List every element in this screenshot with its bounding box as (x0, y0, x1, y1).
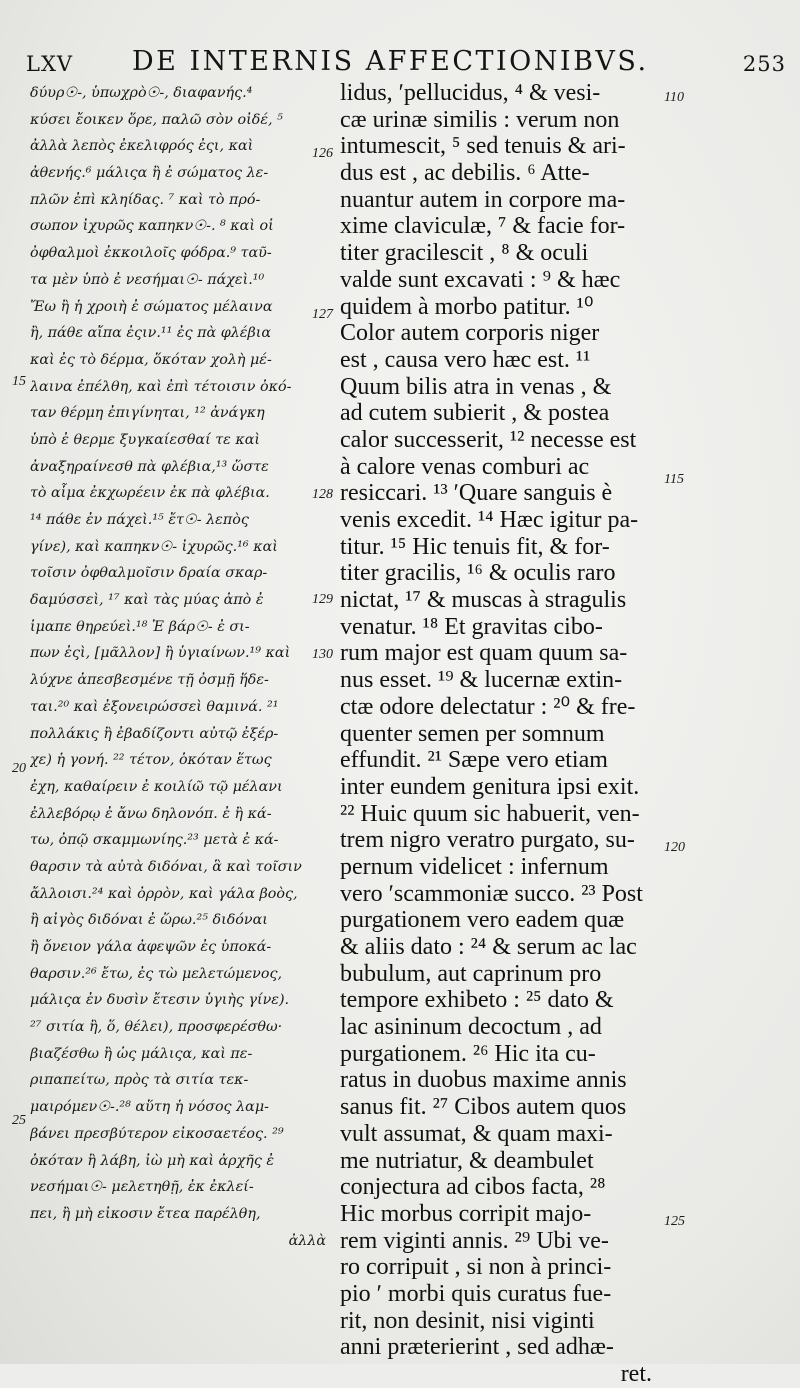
greek-text-line: νεσήμαι☉- μελετηθῇ, ἐκ ἐκλεί- (30, 1179, 254, 1196)
greek-text-line: γίνε), καὶ καπηκν☉- ἰχυρῶς.¹⁶ καὶ (30, 538, 278, 555)
margin-number: 129 (312, 592, 333, 607)
latin-text-line: à calore venas comburi ac (340, 453, 590, 480)
latin-text-line: venatur. ¹⁸ Et gravitas cibo- (340, 613, 603, 640)
greek-text-line: τα μὲν ὑπὸ ἐ νεσήμαι☉- πάχεὶ.¹⁰ (30, 271, 265, 288)
greek-text-line: ἀθενής.⁶ μάλιςα ἢ ἐ σώματος λε- (30, 165, 269, 182)
greek-text-line: ριπαπείτω, πρὸς τὰ σιτία τεκ- (30, 1072, 249, 1089)
greek-text-line: θαρσιν.²⁶ ἔτω, ἐς τὼ μελετώμενος, (30, 965, 283, 982)
latin-text-line: intumescit, ⁵ sed tenuis & ari- (340, 133, 626, 160)
greek-text-line: θαρσιν τὰ αὐτὰ διδόναι, ἃ καὶ τοῖσιν (30, 858, 302, 875)
greek-text-line: τω, ὀπῷ σκαμμωνίης.²³ μετὰ ἐ κά- (30, 832, 279, 849)
greek-text-line: ἀλλὰ λεπὸς ἐκελιφρός ἐςι, καὶ (30, 138, 254, 155)
latin-text-line: venis excedit. ¹⁴ Hæc igitur pa- (340, 507, 639, 533)
greek-text-line: καὶ ἐς τὸ δέρμα, ὅκόταν χολὴ μέ- (30, 351, 272, 368)
latin-text-line: vero ʹscammoniæ succo. ²³ Post (340, 880, 643, 907)
latin-text-line: resiccari. ¹³ ʹQuare sanguis è (340, 480, 613, 507)
latin-text-line: ²² Huic quum sic habuerit, ven- (340, 800, 640, 827)
greek-text-line: ἐλλεβόρῳ ἐ ἄνω δηλονόπ. ἐ ἢ κά- (30, 805, 272, 822)
greek-text-line: μαιρόμεν☉-.²⁸ αὕτη ἡ νόσος λαμ- (30, 1099, 269, 1116)
greek-text-line: πολλάκις ἢ ἐβαδίζοντι αὐτῷ ἐξέρ- (30, 725, 279, 742)
greek-text-line: Ἔω ἢ ἡ χροιὴ ἐ σώματος μέλαινα (30, 298, 273, 315)
greek-text-line: σωπον ἰχυρῶς καπηκν☉-. ⁸ καὶ οἱ (30, 218, 274, 235)
latin-text-line: quidem à morbo patitur. ¹⁰ (340, 293, 594, 320)
latin-text-line: titer gracilis, ¹⁶ & oculis raro (340, 560, 616, 587)
page-number: 253 (742, 52, 786, 76)
greek-text-line: πων ἐςὶ, [μᾶλλον] ἢ ὑγιαίνων.¹⁹ καὶ (30, 645, 291, 662)
latin-text-line: pernum videlicet : infernum (340, 853, 609, 880)
greek-text-line: μάλιςα ἐν δυσὶν ἔτεσιν ὑγιὴς γίνε). (30, 992, 290, 1009)
latin-text-line: titer gracilescit , ⁸ & oculi (340, 240, 589, 267)
latin-text-line: ro corripuit , si non à princi- (340, 1254, 612, 1281)
greek-text-line: ταν θέρμη ἐπιγίνηται, ¹² ἀνάγκη (30, 405, 265, 422)
latin-text-line: lac asininum decoctum , ad (340, 1014, 602, 1041)
greek-text-line: ἢ, πάθε αἴπα ἐςιν.¹¹ ἐς πὰ φλέβια (30, 325, 272, 342)
latin-text-line: vult assumat, & quam maxi- (340, 1120, 613, 1147)
latin-text-line: rem viginti annis. ²⁹ Ubi ve- (340, 1227, 609, 1254)
greek-text-line: δαμύσσεὶ, ¹⁷ καὶ τὰς μύας ἀπὸ ἐ (30, 592, 264, 609)
running-header (26, 44, 786, 84)
latin-text-line: ratus in duobus maxime annis (340, 1067, 627, 1094)
greek-text-line: ὀφθαλμοὶ ἐκκοιλοῖς φόδρα.⁹ ταῦ- (30, 245, 272, 262)
greek-text-line: ἢ αἰγὸς διδόναι ἐ ὥρω.²⁵ διδόναι (30, 912, 268, 929)
greek-text-line: τοῖσιν ὀφθαλμοῖσιν δραία σκαρ- (30, 565, 268, 582)
latin-text-line: me nutriatur, & deambulet (340, 1147, 594, 1174)
latin-text-line: nictat, ¹⁷ & muscas à stragulis (340, 587, 627, 614)
margin-number: 20 (12, 761, 26, 776)
greek-text-line: βιαζέσθω ἢ ὡς μάλιςα, καὶ πε- (30, 1045, 253, 1062)
latin-text-line: valde sunt excavati : ⁹ & hæc (340, 266, 621, 293)
greek-text-line: χε) ἡ γονή. ²² τέτον, ὁκόταν ἕτως (30, 752, 272, 769)
latin-text-line: nus esset. ¹⁹ & lucernæ extin- (340, 667, 623, 694)
margin-number: 115 (664, 472, 684, 487)
latin-text-line: rum major est quam quum sa- (340, 640, 628, 667)
latin-text-line: xime claviculæ, ⁷ & facie for- (340, 213, 626, 240)
greek-text-line: ἢ ὄνειον γάλα ἀφεψῶν ἐς ὑποκά- (30, 939, 272, 955)
greek-text-line: τὸ αἷμα ἐκχωρέειν ἐκ πὰ φλέβια. (30, 485, 270, 502)
greek-text-line: ἀναξηραίνεσθ πὰ φλέβια,¹³ ὥστε (30, 458, 269, 475)
latin-text-column (340, 80, 660, 1388)
latin-text-line: inter eundem genitura ipsi exit. (340, 773, 640, 800)
latin-text-line: ad cutem subierit , & postea (340, 400, 610, 427)
latin-text-line: purgationem vero eadem quæ (340, 907, 625, 934)
latin-text-line: ctæ odore delectatur : ²⁰ & fre- (340, 693, 636, 720)
latin-text-line: dus est , ac debilis. ⁶ Atte- (340, 160, 590, 187)
greek-text-line: δύυρ☉-, ὑπωχρὸ☉-, διαφανής.⁴ (30, 85, 253, 101)
page-title: DE INTERNIS AFFECTIONIBVS. (132, 46, 649, 77)
latin-text-line: trem nigro veratro purgato, su- (340, 827, 635, 854)
margin-number: 128 (312, 487, 333, 502)
greek-text-line: κύσει ἔοικεν ὅρε, παλῶ σὸν οἰδέ, ⁵ (30, 111, 283, 128)
greek-text-line: ται.²⁰ καὶ ἐξονειρώσσεὶ θαμινά. ²¹ (30, 698, 279, 715)
margin-number: 127 (312, 307, 333, 322)
latin-text-line: & aliis dato : ²⁴ & serum ac lac (340, 934, 637, 960)
margin-number: 120 (664, 840, 685, 855)
latin-text-line: pio ʹ morbi quis curatus fue- (340, 1280, 612, 1307)
latin-text-line: calor successerit, ¹² necesse est (340, 426, 637, 453)
latin-text-line: lidus, ʹpellucidus, ⁴ & vesi- (340, 80, 601, 106)
margin-number: 15 (12, 374, 26, 389)
greek-text-line: ἀλλὰ (288, 1232, 326, 1249)
greek-text-line: πλῶν ἐπὶ κληίδας. ⁷ καὶ τὸ πρό- (30, 191, 261, 208)
latin-text-line: conjectura ad cibos facta, ²⁸ (340, 1174, 606, 1201)
greek-text-line: λύχνε ἀπεσβεσμένε τῇ ὀσμῇ ἥδε- (30, 672, 269, 689)
greek-text-line: ²⁷ σιτία ἢ, ὅ, θέλει), προσφερέσθω· (30, 1019, 283, 1036)
latin-text-line: nuantur autem in corpore ma- (340, 186, 626, 213)
latin-text-line: tempore exhibeto : ²⁵ dato & (340, 987, 614, 1014)
latin-text-line: ret. (620, 1361, 652, 1387)
latin-text-line: est , causa vero hæc est. ¹¹ (340, 346, 591, 373)
latin-text-line: quenter semen per somnum (340, 720, 605, 747)
greek-text-line: λαινα ἐπέλθη, καὶ ἐπὶ τέτοισιν ὁκό- (30, 378, 292, 395)
greek-text-line: ἐχη, καθαίρειν ἐ κοιλίῶ τῷ μέλανι (30, 778, 283, 795)
greek-text-line: ἱμαπε θηρεύεὶ.¹⁸ Ἐ βάρ☉- ἐ σι- (30, 618, 250, 635)
latin-text-line: Hic morbus corripit majo- (340, 1200, 592, 1227)
margin-number: 130 (312, 647, 333, 662)
chapter-number: LXV (26, 52, 74, 76)
greek-text-line: ἄλλοισι.²⁴ καὶ ὀρρὸν, καὶ γάλα βοὸς, (30, 885, 298, 902)
margin-number: 126 (312, 146, 333, 161)
latin-text-line: purgationem. ²⁶ Hic ita cu- (340, 1040, 596, 1067)
margin-number: 110 (664, 90, 684, 105)
greek-text-line: ὁκόταν ἢ λάβη, ἰὼ μὴ καὶ ἀρχῆς ἐ (30, 1152, 275, 1169)
latin-text-line: Quum bilis atra in venas , & (340, 373, 612, 400)
greek-text-column (30, 80, 326, 1254)
latin-text-line: sanus fit. ²⁷ Cibos autem quos (340, 1094, 627, 1121)
greek-text-line: ¹⁴ πάθε ἐν πάχεὶ.¹⁵ ἔτ☉- λεπὸς (30, 512, 249, 528)
latin-text-line: rit, non desinit, nisi viginti (340, 1307, 595, 1334)
latin-text-line: Color autem corporis niger (340, 320, 600, 347)
latin-text-line: titur. ¹⁵ Hic tenuis fit, & for- (340, 533, 610, 560)
greek-text-line: πει, ἢ μὴ εἰκοσιν ἔτεα παρέλθη, (30, 1205, 261, 1222)
greek-text-line: βάνει πρεσβύτερον εἰκοσαετέος. ²⁹ (30, 1125, 284, 1142)
latin-text-line: effundit. ²¹ Sæpe vero etiam (340, 747, 608, 774)
latin-text-line: cæ urinæ similis : verum non (340, 106, 620, 133)
greek-text-line: ὑπὸ ἐ θερμε ξυγκαίεσθαί τε καὶ (30, 431, 260, 448)
margin-number: 25 (12, 1113, 26, 1128)
latin-text-line: bubulum, aut caprinum pro (340, 960, 602, 987)
margin-number: 125 (664, 1214, 685, 1229)
latin-text-line: anni præterierint , sed adhæ- (340, 1334, 614, 1361)
